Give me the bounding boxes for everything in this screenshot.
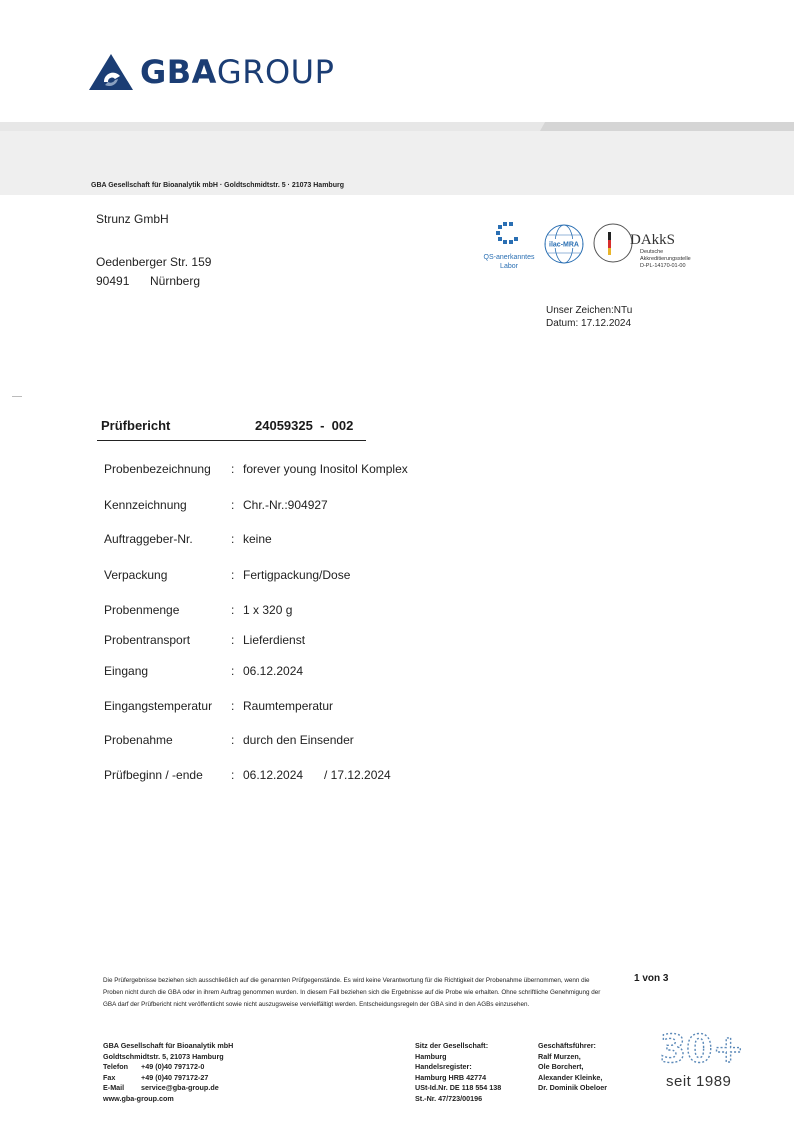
ilac-certification — [543, 223, 585, 270]
footer-sitz: Hamburg — [415, 1051, 447, 1061]
fold-mark — [12, 396, 22, 397]
qs-label-2: Labor — [500, 263, 518, 270]
dakks-certification — [592, 222, 691, 270]
field-colon: : — [231, 603, 235, 617]
brand-light: GROUP — [216, 53, 335, 91]
field-key: Verpackung — [104, 568, 168, 582]
field-value: 06.12.2024 — [243, 768, 304, 782]
field-key: Probenahme — [104, 733, 173, 747]
dakks-title: DAkkS — [630, 232, 676, 248]
footer-register: Hamburg HRB 42774 — [415, 1072, 487, 1082]
footer-management-block — [538, 1041, 607, 1094]
reference-zeichen: Unser Zeichen:NTu — [546, 305, 633, 316]
field-value: 1 x 320 g — [243, 603, 293, 617]
field-colon: : — [231, 664, 235, 678]
field-colon: : — [231, 633, 235, 647]
footer-register-label: Handelsregister: — [415, 1062, 472, 1071]
field-value: forever young Inositol Komplex — [243, 462, 408, 476]
field-colon: : — [231, 462, 235, 476]
qs-icon — [481, 220, 537, 248]
footer-gf-4: Dr. Dominik Obeloer — [538, 1083, 608, 1092]
disclaimer-text: Die Prüfergebnisse beziehen sich ausschließlich auf die genannten Prüfgegenstände. Es wird keine Verantwortung für die Richtigkeit der Probenahme übernommen, wenn die Proben nicht durch die GBA oder in ihrem Auftrag genommen wurden. In diesem Fall beziehen sich die Ergebnisse auf die Probe wie erhalten. Ohne schriftliche Genehmigung der GBA darf der Prüfbericht nicht veröffentlicht sowie nicht auszugsweise vervielfältigt werden. Entscheidungsregeln der GBA sind in den AGBs einzusehen. — [103, 977, 601, 1008]
field-colon: : — [231, 699, 235, 713]
field-key: Eingang — [104, 664, 149, 678]
seit-label: seit 1989 — [666, 1073, 732, 1090]
field-value: keine — [243, 532, 272, 546]
field-colon: : — [231, 568, 235, 582]
gba-triangle-icon — [88, 52, 134, 92]
report-label: Prüfbericht — [101, 418, 171, 433]
report-number: 24059325 - 002 — [255, 418, 354, 433]
footer-tel: +49 (0)40 797172-0 — [141, 1062, 205, 1071]
recipient-street: Oedenberger Str. 159 — [96, 255, 212, 269]
badge-number: 30+ — [659, 1027, 745, 1071]
header-band-tab — [540, 122, 794, 131]
field-key: Probentransport — [104, 633, 191, 647]
page-number: 1 von 3 — [634, 973, 669, 984]
dakks-sub-3: D-PL-14170-01-00 — [640, 263, 686, 269]
footer-mail-label: E-Mail — [103, 1083, 125, 1092]
field-colon: : — [231, 498, 235, 512]
recipient-company: Strunz GmbH — [96, 212, 169, 226]
field-value: Raumtemperatur — [243, 699, 334, 713]
footer-mail: service@gba-group.de — [141, 1083, 219, 1092]
gba-logo — [88, 52, 334, 92]
footer-legal-block — [415, 1041, 501, 1104]
footer-ustid: USt-Id.Nr. DE 118 554 138 — [415, 1083, 502, 1092]
footer-fax-label: Fax — [103, 1072, 116, 1082]
brand-wordmark — [140, 53, 335, 91]
sender-line: GBA Gesellschaft für Bioanalytik mbH · Goldtschmidtstr. 5 · 21073 Hamburg — [91, 182, 344, 189]
field-key: Eingangstemperatur — [104, 699, 213, 713]
field-key: Prüfbeginn / -ende — [104, 768, 203, 782]
footer-sitz-label: Sitz der Gesellschaft: — [415, 1041, 489, 1050]
footer-web: www.gba-group.com — [103, 1093, 174, 1103]
footer-company: GBA Gesellschaft für Bioanalytik mbH — [103, 1041, 234, 1050]
field-colon: : — [231, 768, 235, 782]
field-value: Fertigpackung/Dose — [243, 568, 351, 582]
field-key: Kennzeichnung — [104, 498, 187, 512]
footer-gf-1: Ralf Murzen, — [538, 1051, 581, 1061]
footer-stnr: St.-Nr. 47/723/00196 — [415, 1093, 483, 1103]
ilac-globe-icon — [543, 223, 585, 265]
recipient-zip: 90491 — [96, 274, 130, 288]
qs-certification — [481, 220, 537, 271]
recipient-city: Nürnberg — [150, 274, 201, 288]
dakks-sub-2: Akkreditierungsstelle — [640, 256, 691, 262]
thirty-plus-icon — [659, 1027, 745, 1071]
reference-datum: Datum: 17.12.2024 — [546, 318, 632, 329]
report-header — [97, 417, 366, 441]
anniversary-badge — [659, 1027, 745, 1090]
field-value: 06.12.2024 — [243, 664, 304, 678]
footer-gf-label: Geschäftsführer: — [538, 1041, 596, 1050]
field-value: Chr.-Nr.:904927 — [243, 498, 328, 512]
brand-bold: GBA — [140, 53, 217, 91]
footer-company-block — [103, 1041, 233, 1104]
field-value-end: / 17.12.2024 — [324, 768, 391, 782]
footer-gf-2: Ole Borchert, — [538, 1062, 584, 1071]
ilac-label: ilac-MRA — [549, 241, 579, 249]
dakks-sub-1: Deutsche — [640, 249, 664, 255]
field-key: Auftraggeber-Nr. — [104, 532, 193, 546]
footer-fax: +49 (0)40 797172-27 — [141, 1072, 209, 1082]
qs-label-1: QS-anerkanntes — [483, 254, 535, 261]
field-colon: : — [231, 532, 235, 546]
field-value: durch den Einsender — [243, 733, 354, 747]
field-key: Probenmenge — [104, 603, 180, 617]
field-value: Lieferdienst — [243, 633, 306, 647]
footer-tel-label: Telefon — [103, 1062, 129, 1071]
footer-gf-3: Alexander Kleinke, — [538, 1072, 603, 1082]
field-colon: : — [231, 733, 235, 747]
field-key: Probenbezeichnung — [104, 462, 211, 476]
footer-street: Goldtschmidtstr. 5, 21073 Hamburg — [103, 1051, 224, 1061]
